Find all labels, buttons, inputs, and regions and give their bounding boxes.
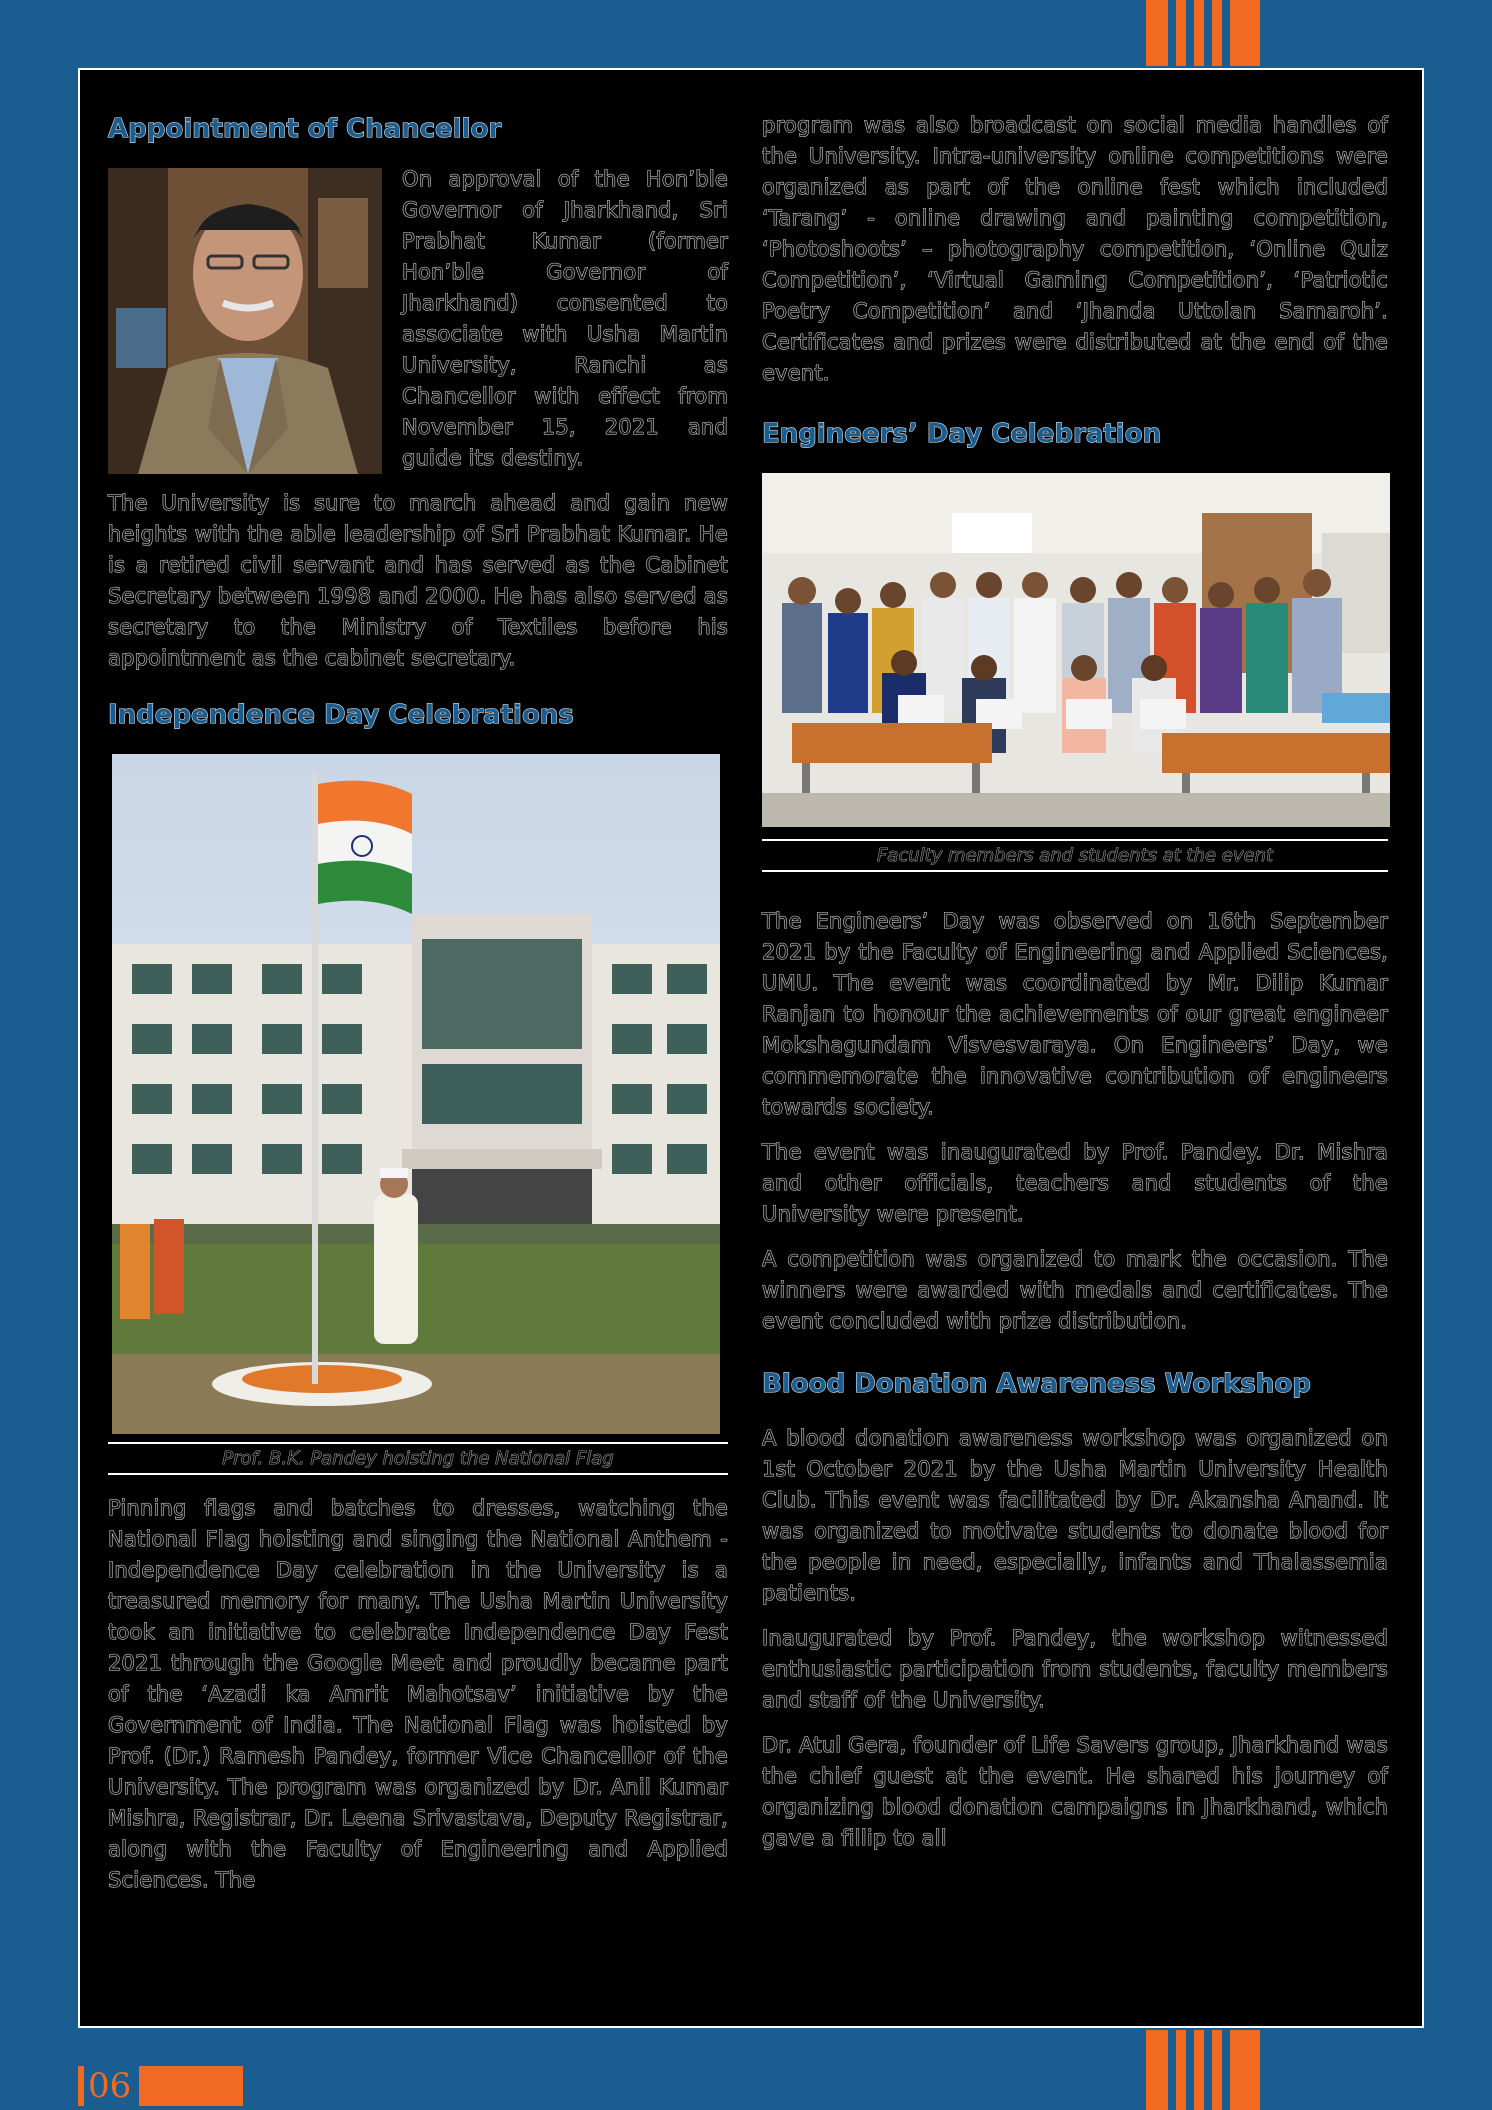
blood-paragraph-2: Inaugurated by Prof. Pandey, the workshop witnessed enthusiastic participation from students, faculty members and staff of the University. <box>762 1626 1388 1712</box>
chancellor-paragraph-2: The University is sure to march ahead and gain new heights with the able leadership of Sri Prabhat Kumar. He is a retired civil servant and has served as the Cabinet Secretary between 1998 and 2000. He has also served as secretary to the Ministry of Textiles before his appointment as the cabinet secretary. <box>108 491 728 670</box>
chancellor-heading: Appointment of Chancellor <box>108 114 502 144</box>
engineers-paragraph-3: A competition was organized to mark the occasion. The winners were awarded with medals and certificates. The event concluded with prize distribution. <box>762 1247 1388 1333</box>
blood-paragraph-1: A blood donation awareness workshop was organized on 1st October 2021 by the Usha Martin University Health Club. This event was facilitated by Dr. Akansha Anand. It was organized to motivate students to donate blood for the people in need, especially, infants and Thalassemia patients. <box>762 1426 1388 1605</box>
blood-donation-heading: Blood Donation Awareness Workshop <box>762 1369 1311 1399</box>
top-stripes <box>1146 0 1260 66</box>
engineers-photo-caption: Faculty members and students at the event <box>762 839 1388 872</box>
independence-paragraph: Pinning flags and batches to dresses, watching the National Flag hoisting and singing the National Anthem - Independence Day celebration in the University is a treasured memory for many. The Usha Martin University took an initiative to celebrate Independence Day Fest 2021 through the Google Meet and proudly became part of the ‘Azadi ka Amrit Mahotsav’ initiative by the Government of India. The National Flag was hoisted by Prof. (Dr.) Ramesh Pandey, former Vice Chancellor of the University. The program was organized by Dr. Anil Kumar Mishra, Registrar, Dr. Leena Srivastava, Deputy Registrar, along with the Faculty of Engineering and Applied Sciences. The <box>108 1496 728 1892</box>
page-number <box>78 2064 243 2108</box>
right-column <box>762 110 1388 1868</box>
engineers-heading: Engineers’ Day Celebration <box>762 419 1162 449</box>
independence-heading: Independence Day Celebrations <box>108 700 574 730</box>
engineers-paragraph-1: The Engineers’ Day was observed on 16th September 2021 by the Faculty of Engineering and Applied Sciences, UMU. The event was coordinated by Mr. Dilip Kumar Ranjan to honour the achievements of our great engineer Mokshagundam Visvesvaraya. On Engineers’ Day, we commemorate the innovative contribution of engineers towards society. <box>762 909 1388 1119</box>
engineers-day-photo <box>762 473 1390 827</box>
flag-hoisting-photo <box>112 754 720 1434</box>
page-number-bar <box>78 2066 84 2106</box>
independence-paragraph-continued: program was also broadcast on social media handles of the University. Intra-university online competitions were organized as part of the online fest which included ‘Tarang’ - online drawing and painting competition, ‘Photoshoots’ – photography competition, ‘Online Quiz Competition’, ‘Virtual Gaming Competition’, ‘Patriotic Poetry Competition’ and ‘Jhanda Uttolan Samaroh’. Certificates and prizes were distributed at the end of the event. <box>762 113 1388 385</box>
page-number-block <box>139 2066 243 2106</box>
blood-paragraph-3: Dr. Atul Gera, founder of Life Savers group, Jharkhand was the chief guest at the event. He shared his journey of organizing blood donation campaigns in Jharkhand, which gave a fillip to all <box>762 1733 1388 1850</box>
chancellor-paragraph-1: On approval of the Hon’ble Governor of Jharkhand, Sri Prabhat Kumar (former Hon’ble Governor of Jharkhand) consented to associate with Usha Martin University, Ranchi as Chancellor with effect from November 15, 2021 and guide its destiny. <box>402 167 728 470</box>
bottom-stripes <box>1146 2030 1260 2110</box>
chancellor-portrait <box>108 168 382 474</box>
left-column <box>108 112 728 1910</box>
engineers-paragraph-2: The event was inaugurated by Prof. Pandey. Dr. Mishra and other officials, teachers and students of the University were present. <box>762 1140 1388 1226</box>
flag-photo-caption: Prof. B.K. Pandey hoisting the National Flag <box>108 1442 728 1475</box>
page-number-text: 06 <box>88 2066 132 2106</box>
